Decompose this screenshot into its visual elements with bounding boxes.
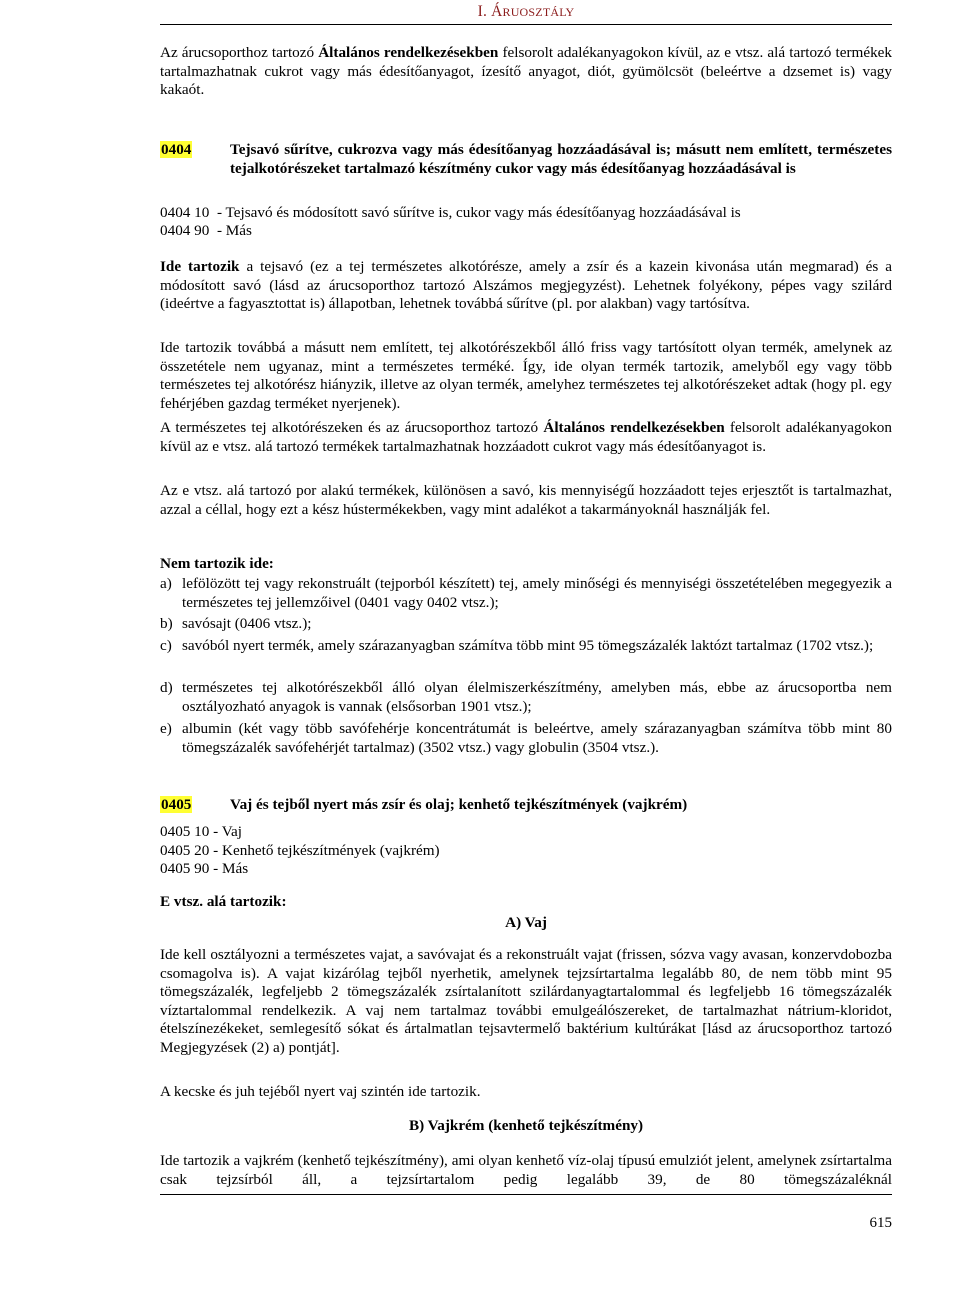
subheading-0404-10: 0404 10 - Tejsavó és módosított savó sűrítve is, cukor vagy más édesítőanyag hozzáadásával is bbox=[160, 204, 741, 221]
paragraph-0404-2: Ide tartozik továbbá a másutt nem említett, tej alkotórészekből álló friss vagy tartósított olyan termék, amelynek az összetétele nem ugyanaz, mint a természetes terméké. Így, ide olyan termék tartozik, amelyből egy vagy több természetes tej alkotórész hiányzik, illetve az olyan termék, amelyhez természetes tej alkotórészeket adtak (hogy pl. egy fehérjében gazdag terméket nyerjenek). bbox=[160, 339, 892, 412]
footer-rule bbox=[160, 1194, 892, 1195]
paragraph-0404-1: Ide tartozik a tejsavó (ez a tej természetes alkotórésze, amely a zsír és a kazein kivonása után megmarad) és a módosított savó (lásd az árucsoporthoz tartozó Alszámos megjegyzést). Lehetnek folyékony, pépes vagy szilárd (ideértve a fagyasztottat is) állapotban, lehetnek továbbá sűrítve (pl. por alakban) vagy tartósítva. bbox=[160, 258, 892, 313]
section-a-heading: A) Vaj bbox=[505, 914, 547, 931]
subheading-0405-90: 0405 90 - Más bbox=[160, 860, 249, 877]
page-number: 615 bbox=[869, 1215, 892, 1231]
paragraph-0404-4: Az e vtsz. alá tartozó por alakú termékek, különösen a savó, kis mennyiségű hozzáadott tejes erjesztőt is tartalmazhat, azzal a céllal, hogy ezt a kész hústermékekben, vagy mint adalékot a takarmányoknál használják fel. bbox=[160, 482, 892, 518]
subheading-0405-10: 0405 10 - Vaj bbox=[160, 823, 242, 840]
paragraph-0405-b-1: Ide tartozik a vajkrém (kenhető tejkészítmény), ami olyan kenhető víz-olaj típusú emulziót jelent, amelynek zsírtartalma csak tejzsírból áll, a tejzsírtartalom pedig legalább 39, de 80 tömegszázaléknál bbox=[160, 1152, 892, 1188]
exclusions-heading: Nem tartozik ide: bbox=[160, 555, 274, 572]
paragraph-0404-3: A természetes tej alkotórészeken és az árucsoporthoz tartozó Általános rendelkezésekben felsorolt adalékanyagokon kívül az e vtsz. alá tartozó termékek tartalmazhatnak hozzáadott cukrot vagy más édesítőanyagot is. bbox=[160, 419, 892, 455]
heading-title: Tejsavó sűrítve, cukrozva vagy más édesítőanyag hozzáadásával is; másutt nem említett, természetes tejalkotórészeket tartalmazó készítmény cukor vagy más édesítőanyag hozzáadásával is bbox=[230, 141, 892, 177]
subheading-0404-90: 0404 90 - Más bbox=[160, 222, 252, 239]
heading-code: 0404 bbox=[161, 141, 192, 158]
paragraph-0405-a-2: A kecske és juh tejéből nyert vaj szintén ide tartozik. bbox=[160, 1083, 481, 1100]
paragraph-0405-a-1: Ide kell osztályozni a természetes vajat, a savóvajat és a rekonstruált vajat (frissen, sózva vagy avasan, konzervdobozba csomagolva is). A vajat kizárólag tejből nyerhetik, amelynek tejzsírtartalma legalább 80, de nem több mint 95 tömegszázalék, legfeljebb 2 tömegszázalék zsírtalanított szilárdanyagtartalommal és legfeljebb 16 tömegszázalék víztartalommal rendelkezik. A vaj nem tartalmaz további emulgeálószereket, de tartalmazhat nátrium-kloridot, ételszínezékeket, semlegesítő sókat és ártalmatlan tejsavtermelő baktérium kultúrákat [lásd az árucsoporthoz tartozó Megjegyzések (2) a) pontját]. bbox=[160, 946, 892, 1056]
section-b-heading: B) Vajkrém (kenhető tejkészítmény) bbox=[408, 1117, 644, 1134]
subheading-0405-20: 0405 20 - Kenhető tejkészítmények (vajkrém) bbox=[160, 842, 440, 859]
section-title: I. ÁRUOSZTÁLY bbox=[477, 3, 575, 20]
intro-paragraph: Az árucsoporthoz tartozó Általános rendelkezésekben felsorolt adalékanyagokon kívül, az e vtsz. alá tartozó termékek tartalmazhatnak cukrot vagy más édesítőanyagot, ízesítő anyagot, diót, gyümölcsöt (beleértve a dzsemet is) vagy kakaót. bbox=[160, 44, 892, 99]
heading-title: Vaj és tejből nyert más zsír és olaj; kenhető tejkészítmények (vajkrém) bbox=[230, 796, 688, 813]
heading-code: 0405 bbox=[161, 796, 192, 813]
includes-heading: E vtsz. alá tartozik: bbox=[160, 893, 287, 910]
running-header bbox=[160, 3, 892, 25]
